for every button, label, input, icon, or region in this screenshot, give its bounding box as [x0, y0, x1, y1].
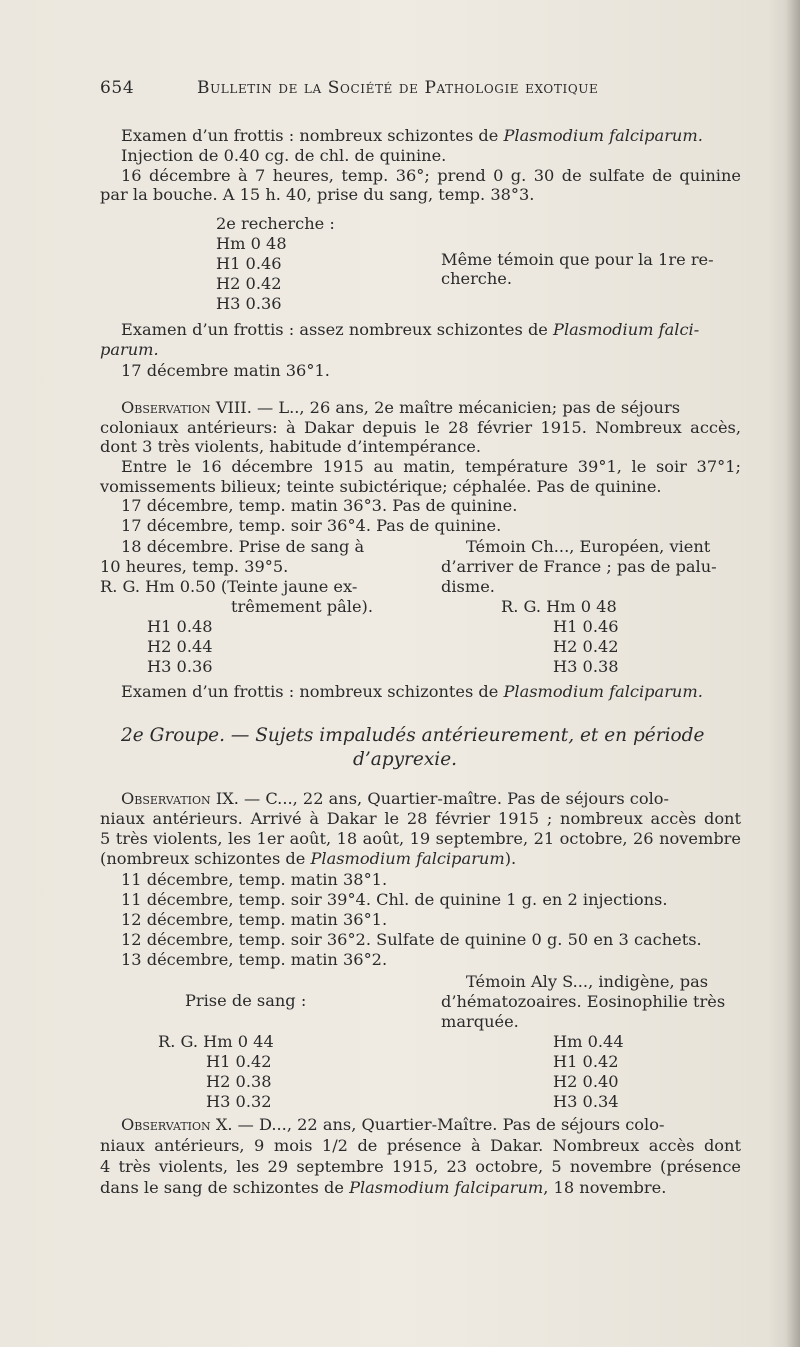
text-line: 5 très violents, les 1er août, 18 août, 19 septembre, 21 octobre, 26 novembre	[100, 829, 741, 848]
text-line: niaux antérieurs. Arrivé à Dakar le 28 février 1915 ; nombreux accès dont	[100, 809, 741, 828]
value-h2: H2 0.40	[553, 1072, 619, 1091]
value-hm: R. G. Hm 0 48	[501, 597, 617, 616]
text-line: niaux antérieurs, 9 mois 1/2 de présence à Dakar. Nombreux accès dont	[100, 1136, 741, 1155]
text-line: Examen d’un frottis : nombreux schizontes de Plasmodium falciparum.	[121, 126, 703, 145]
value-h1: H1 0.46	[216, 254, 282, 273]
text-line: Entre le 16 décembre 1915 au matin, température 39°1, le soir 37°1;	[121, 457, 741, 476]
section-heading: d’apyrexie.	[353, 749, 458, 770]
observation-viii: Observation VIII. — L.., 26 ans, 2e maître mécanicien; pas de séjours	[121, 398, 681, 417]
temoin-note: Même témoin que pour la 1re re-	[441, 250, 714, 269]
text-line: 12 décembre, temp. soir 36°2. Sulfate de quinine 0 g. 50 en 3 cachets.	[121, 930, 702, 949]
value-h2: H2 0.42	[216, 274, 282, 293]
temoin-note: marquée.	[441, 1012, 519, 1031]
text-line: 18 décembre. Prise de sang à	[121, 537, 365, 556]
text-line: Injection de 0.40 cg. de chl. de quinine.	[121, 146, 447, 165]
observation-x: Observation X. — D..., 22 ans, Quartier-Maître. Pas de séjours colo-	[121, 1115, 665, 1134]
temoin-note: cherche.	[441, 269, 513, 288]
temoin-note: Témoin Aly S..., indigène, pas	[466, 972, 709, 991]
text-line: dans le sang de schizontes de Plasmodium falciparum, 18 novembre.	[100, 1178, 667, 1197]
text-line: par la bouche. A 15 h. 40, prise du sang, temp. 38°3.	[100, 185, 535, 204]
text-line: 13 décembre, temp. matin 36°2.	[121, 950, 388, 969]
value-h1: H1 0.42	[206, 1052, 272, 1071]
recherche-label: 2e recherche :	[216, 214, 335, 233]
text-line: 17 décembre matin 36°1.	[121, 361, 330, 380]
text-line: Examen d’un frottis : assez nombreux schizontes de Plasmodium falci-	[121, 320, 700, 339]
text-line: trêmement pâle).	[231, 597, 373, 616]
text-line: 16 décembre à 7 heures, temp. 36°; prend 0 g. 30 de sulfate de quinine	[121, 166, 741, 185]
value-h3: H3 0.38	[553, 657, 619, 676]
text-line: coloniaux antérieurs: à Dakar depuis le 28 février 1915. Nombreux accès,	[100, 418, 741, 437]
text-line: 17 décembre, temp. matin 36°3. Pas de quinine.	[121, 496, 518, 515]
text-line: parum.	[100, 340, 159, 359]
text-line: R. G. Hm 0.50 (Teinte jaune ex-	[100, 577, 358, 596]
text-line: 10 heures, temp. 39°5.	[100, 557, 289, 576]
page-number: 654	[100, 78, 135, 98]
prise-de-sang-label: Prise de sang :	[185, 991, 307, 1010]
running-title: Bulletin de la Société de Pathologie exotique	[197, 78, 599, 98]
value-h2: H2 0.44	[147, 637, 213, 656]
page-edge-shadow	[786, 0, 800, 1347]
text-line: vomissements bilieux; teinte subictérique; céphalée. Pas de quinine.	[100, 477, 662, 496]
text-line: dont 3 très violents, habitude d’intempérance.	[100, 437, 481, 456]
value-hm: Hm 0 48	[216, 234, 287, 253]
text-line: 4 très violents, les 29 septembre 1915, 23 octobre, 5 novembre (présence	[100, 1157, 741, 1176]
text-line: 11 décembre, temp. soir 39°4. Chl. de quinine 1 g. en 2 injections.	[121, 890, 668, 909]
value-h2: H2 0.38	[206, 1072, 272, 1091]
text-line: 12 décembre, temp. matin 36°1.	[121, 910, 388, 929]
text-line: 11 décembre, temp. matin 38°1.	[121, 870, 388, 889]
temoin-note: d’hématozoaires. Eosinophilie très	[441, 992, 726, 1011]
value-h1: H1 0.42	[553, 1052, 619, 1071]
section-heading: 2e Groupe. — Sujets impaludés antérieurement, et en période	[121, 725, 705, 746]
temoin-note: Témoin Ch..., Européen, vient	[466, 537, 711, 556]
value-h3: H3 0.36	[147, 657, 213, 676]
value-h3: H3 0.32	[206, 1092, 272, 1111]
text-line: Examen d’un frottis : nombreux schizontes de Plasmodium falciparum.	[121, 682, 703, 701]
temoin-note: disme.	[441, 577, 495, 596]
value-hm: R. G. Hm 0 44	[158, 1032, 274, 1051]
text-line: 17 décembre, temp. soir 36°4. Pas de quinine.	[121, 516, 502, 535]
observation-ix: Observation IX. — C..., 22 ans, Quartier-maître. Pas de séjours colo-	[121, 789, 669, 808]
text-line: (nombreux schizontes de Plasmodium falciparum).	[100, 849, 517, 868]
value-h3: H3 0.36	[216, 294, 282, 313]
value-hm: Hm 0.44	[553, 1032, 624, 1051]
value-h1: H1 0.48	[147, 617, 213, 636]
value-h3: H3 0.34	[553, 1092, 619, 1111]
value-h2: H2 0.42	[553, 637, 619, 656]
temoin-note: d’arriver de France ; pas de palu-	[441, 557, 717, 576]
value-h1: H1 0.46	[553, 617, 619, 636]
